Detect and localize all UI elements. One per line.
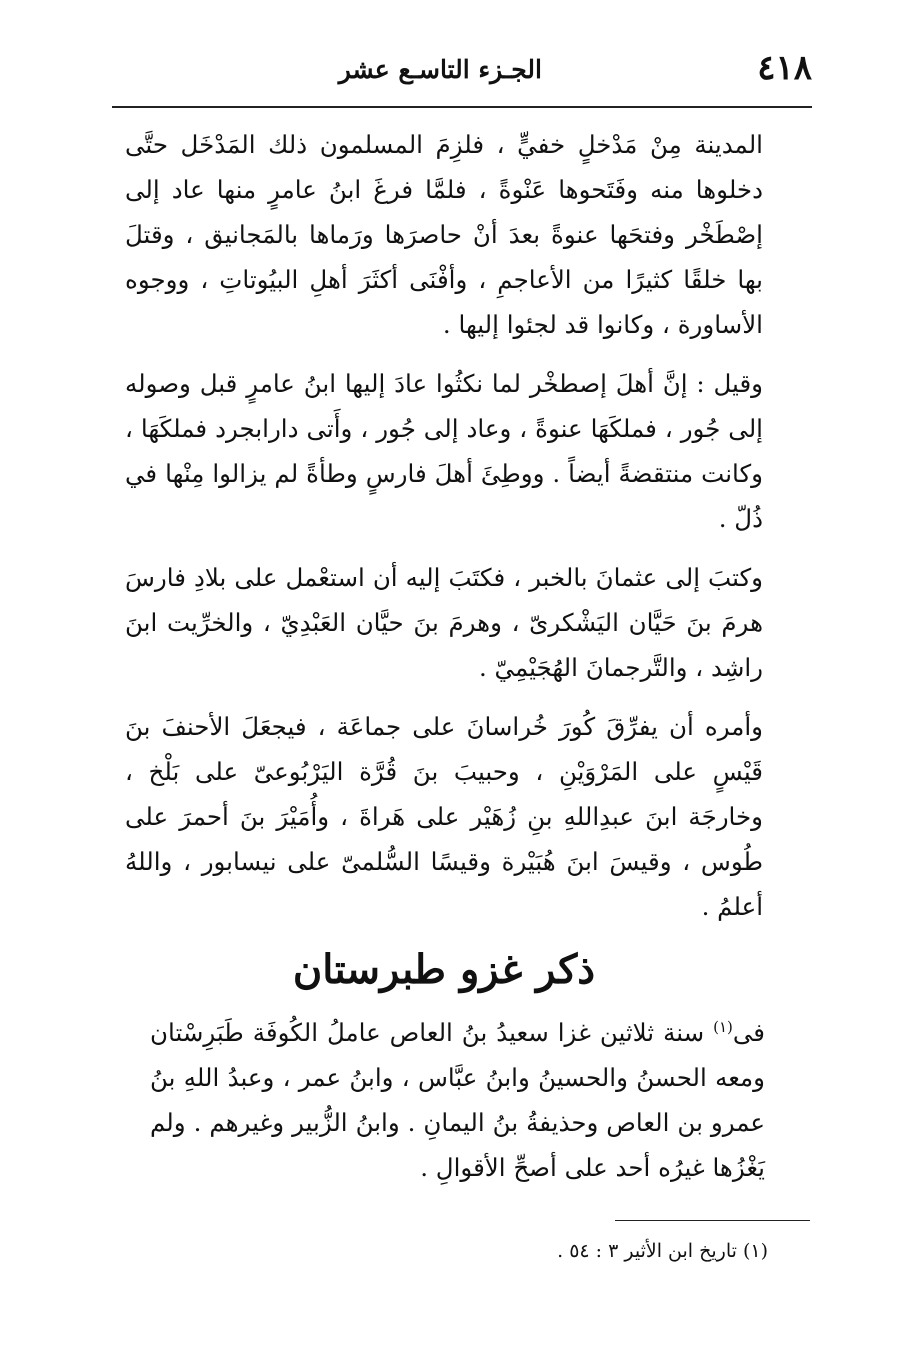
section-heading: ذكر غزو طبرستان — [292, 946, 596, 993]
header-divider — [112, 106, 812, 108]
paragraph: وقيل : إنَّ أهلَ إصطخْر لما نكثُوا عادَ إليها ابنُ عامرٍ قبل وصوله إلى جُور ، فملكَهَا عنوةً ، وعاد إلى جُور ، وأَتى دارابجرد فملكَهَا ، وكانت منتقضةً أيضاً . ووطِئَ أهلَ فارسٍ وطأةً لم يزالوا مِنْها في ذُلّ . — [125, 369, 763, 533]
footnote: (١) تاريخ ابن الأثير ٣ : ٥٤ . — [557, 1240, 768, 1262]
running-title: الجـزء التاسـع عشر — [338, 55, 542, 84]
footnote-divider — [615, 1220, 810, 1221]
page-number: ٤١٨ — [757, 48, 812, 88]
paragraph: وأمره أن يفرِّقَ كُورَ خُراسانَ على جماعَة ، فيجعَلَ الأحنفَ بنَ قَيْسٍ على المَرْوَيْنِ ، وحبيبَ بنَ قُرَّة اليَرْبُوعىّ على بَلْخ ، وخارجَة ابنَ عبدِاللهِ بنِ زُهَيْر على هَراةَ ، وأُمَيْرَ بنَ أحمرَ على طُوس ، وقيسَ ابنَ هُبَيْرة وقيسًا السُّلمىّ على نيسابور ، واللهُ أعلمُ . — [125, 712, 763, 921]
paragraph: المدينة مِنْ مَدْخلٍ خفيٍّ ، فلزِمَ المسلمون ذلك المَدْخَل حتَّى دخلوها منه وفَتَحوها عَنْوةً ، فلمَّا فرغَ ابنُ عامرٍ منها عاد إلى إصْطَخْر وفتحَها عنوةً بعدَ أنْ حاصرَها ورَماها بالمَجانيق ، وقتلَ بها خلقًا كثيرًا من الأعاجمِ ، وأفْنَى أكثَرَ أهلِ البيُوتاتِ ، ووجوه الأساورة ، وكانوا قد لجئوا إليها . — [125, 130, 763, 339]
section-text-start: فى — [732, 1018, 765, 1047]
section-text-body: سنة ثلاثين غزا سعيدُ بنُ العاص عاملُ الكُوفَة طَبَرِسْتان ومعه الحسنُ والحسينُ وابنُ عبَّاس ، وابنُ عمر ، وعبدُ اللهِ بنُ عمرو بن العاص وحذيفةُ بنُ اليمانِ . وابنُ الزُّبير وغيرهم . ولم يَغْزُها غيرُه أحد على أصحِّ الأقوالِ . — [150, 1018, 765, 1182]
paragraph: وكتبَ إلى عثمانَ بالخبر ، فكتَبَ إليه أن استعْمل على بلادِ فارسَ هرمَ بنَ حَيَّان اليَشْكرىّ ، وهرمَ بنَ حيَّان العَبْدِيّ ، والخرِّيت ابنَ راشِد ، والتَّرجمانَ الهُجَيْمِيّ . — [125, 563, 763, 682]
footnote-reference: (١) — [713, 1017, 733, 1036]
page-header — [112, 40, 812, 100]
section-paragraph — [150, 1010, 765, 1190]
body-text — [125, 122, 763, 929]
